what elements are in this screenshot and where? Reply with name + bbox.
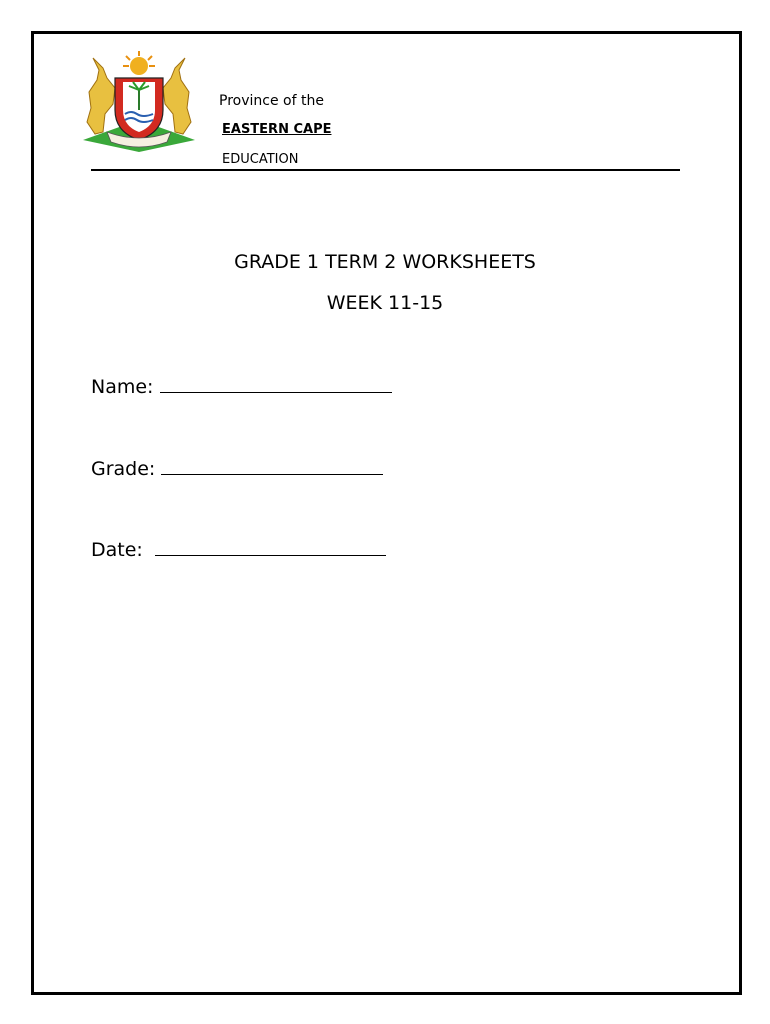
date-label: Date: <box>91 539 143 561</box>
week-subtitle: WEEK 11-15 <box>326 292 444 314</box>
grade-field[interactable] <box>91 454 383 480</box>
grade-label: Grade: <box>91 458 156 480</box>
date-field[interactable] <box>91 535 386 561</box>
province-of-the-text: Province of the <box>219 93 324 109</box>
worksheet-title: GRADE 1 TERM 2 WORKSHEETS <box>234 251 536 273</box>
grade-blank-line[interactable] <box>161 454 383 475</box>
name-field[interactable] <box>91 372 392 398</box>
eastern-cape-coat-of-arms-logo <box>79 48 199 158</box>
name-blank-line[interactable] <box>160 372 392 393</box>
page-border <box>31 31 742 995</box>
header-divider <box>91 169 680 171</box>
eastern-cape-text: EASTERN CAPE <box>222 122 332 137</box>
date-blank-line[interactable] <box>155 535 386 556</box>
education-text: EDUCATION <box>222 152 299 167</box>
name-label: Name: <box>91 376 154 398</box>
